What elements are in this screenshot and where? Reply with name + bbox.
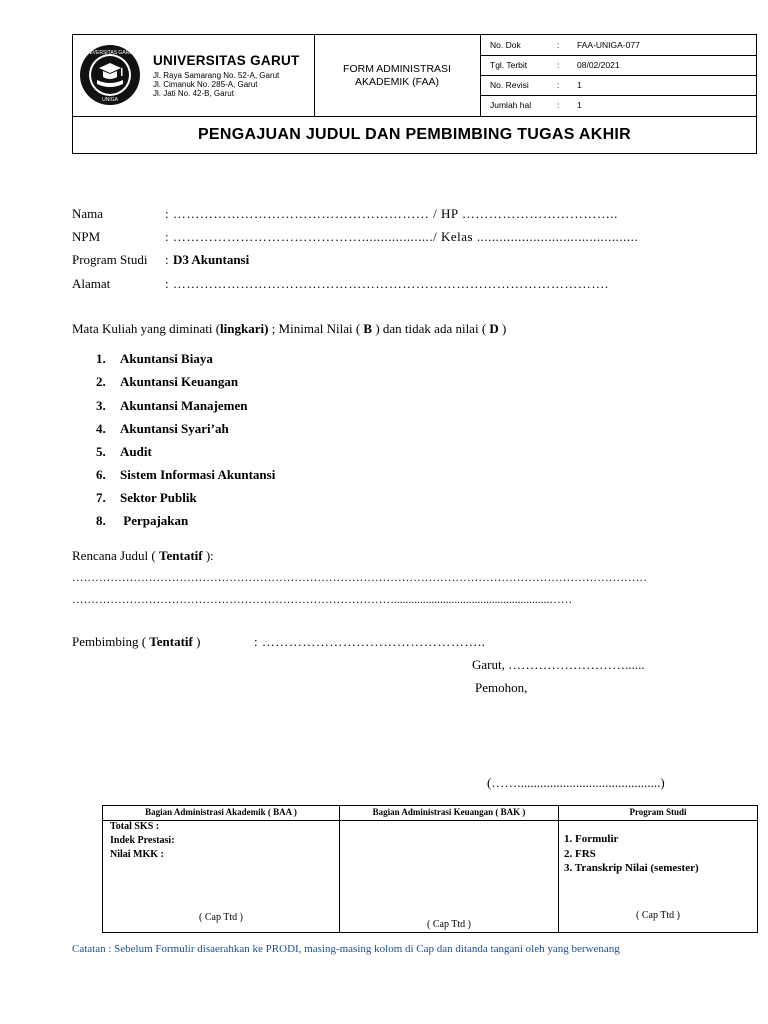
form-title-line-1: FORM ADMINISTRASI [343, 63, 451, 75]
prodi-colon: : [165, 252, 169, 267]
rencana-judul-label [72, 548, 214, 564]
courses-intro-4: ) [498, 321, 507, 336]
course-number: 2. [96, 374, 106, 389]
meta-sep: : [557, 40, 560, 50]
nama-label: Nama [72, 206, 104, 221]
alamat-label: Alamat [72, 276, 111, 291]
form-title-line-2: AKADEMIK (FAA) [354, 76, 439, 88]
rencana-label-bold: Tentatif [159, 548, 203, 563]
footnote: Catatan : Sebelum Formulir disaerahkan ke PRODI, masing-masing kolom di Cap dan ditanda tangani oleh yang berwenang [72, 943, 620, 955]
signature-name-line[interactable]: (……............................................) [487, 775, 665, 790]
courses-instruction [72, 321, 506, 337]
prodi-req-frs: 2. FRS [564, 848, 596, 860]
npm-label: NPM [72, 229, 101, 244]
pembimbing-label-2: ) [192, 634, 201, 649]
rencana-label-1: Rencana Judul ( [72, 548, 160, 563]
course-label: Audit [120, 444, 152, 459]
pembimbing-label-bold: Tentatif [149, 634, 193, 649]
document-header [72, 34, 757, 154]
courses-intro-bold-3: D [489, 321, 499, 336]
address-line-2: Jl. Cimanuk No. 285-A, Garut [153, 80, 258, 89]
meta-value: 1 [577, 80, 582, 90]
course-item[interactable] [96, 513, 188, 529]
table-header-baa: Bagian Administrasi Akademik ( BAA ) [145, 807, 297, 817]
bak-stamp-signature: ( Cap Ttd ) [427, 919, 471, 930]
rencana-label-2: ): [202, 548, 214, 563]
course-item[interactable] [96, 490, 197, 506]
pembimbing-field[interactable]: : ………………………………………….. [254, 634, 486, 649]
baa-indek-prestasi: Indek Prestasi: [110, 835, 175, 846]
course-number: 6. [96, 467, 106, 482]
address-line-3: Jl. Jati No. 42-B, Garut [153, 89, 234, 98]
course-item[interactable] [96, 467, 275, 483]
rencana-judul-line-2[interactable]: …………………………………………………………………………......................................................…… [72, 594, 573, 606]
form-title [316, 63, 478, 89]
course-item[interactable] [96, 421, 229, 437]
course-label: Perpajakan [120, 513, 189, 528]
course-number: 7. [96, 490, 106, 505]
document-title: PENGAJUAN JUDUL DAN PEMBIMBING TUGAS AKHIR [197, 126, 632, 143]
pembimbing-label-1: Pembimbing ( [72, 634, 150, 649]
course-item[interactable] [96, 351, 213, 367]
nama-field[interactable]: : ………………………………………………… / HP …………………………….. [165, 206, 618, 221]
table-header-bak: Bagian Administrasi Keuangan ( BAK ) [372, 807, 526, 817]
prodi-stamp-signature: ( Cap Ttd ) [636, 910, 680, 921]
course-label: Akuntansi Manajemen [120, 398, 248, 413]
course-label: Sistem Informasi Akuntansi [120, 467, 276, 482]
course-item[interactable] [96, 398, 248, 414]
meta-label: Jumlah hal [490, 100, 532, 110]
meta-label: No. Dok [490, 40, 521, 50]
rencana-judul-line-1[interactable]: …………………………………………………………………………………………………………………………………… [72, 572, 647, 584]
npm-field[interactable]: : …………………………………….................../ Kelas ........................................... [165, 229, 639, 244]
meta-label: Tgl. Terbit [490, 60, 528, 70]
meta-row-issue-date [482, 55, 758, 75]
baa-total-sks: Total SKS : [110, 821, 160, 832]
course-item[interactable] [96, 444, 152, 460]
meta-sep: : [557, 100, 560, 110]
courses-intro-3: ) dan tidak ada nilai ( [372, 321, 490, 336]
courses-intro-1: Mata Kuliah yang diminati ( [72, 321, 221, 336]
course-label: Akuntansi Biaya [120, 351, 213, 366]
baa-stamp-signature: ( Cap Ttd ) [199, 912, 243, 923]
meta-value: FAA-UNIGA-077 [577, 40, 640, 50]
courses-intro-bold-2: B [363, 321, 373, 336]
prodi-label: Program Studi [72, 252, 148, 267]
course-item[interactable] [96, 374, 238, 390]
meta-value: 1 [577, 100, 582, 110]
course-number: 8. [96, 513, 106, 528]
address-line-1: Jl. Raya Samarang No. 52-A, Garut [153, 71, 280, 80]
prodi-req-formulir: 1. Formulir [564, 833, 619, 845]
approval-table [102, 805, 758, 933]
course-label: Akuntansi Keuangan [120, 374, 239, 389]
pembimbing-label [72, 634, 200, 650]
university-name: UNIVERSITAS GARUT [153, 53, 300, 68]
prodi-req-transkrip: 3. Transkrip Nilai (semester) [564, 862, 699, 874]
alamat-field[interactable]: : ……………………………………………………………………………………. [165, 276, 609, 291]
course-label: Akuntansi Syari’ah [120, 421, 229, 436]
course-number: 3. [96, 398, 106, 413]
signature-place-date[interactable]: Garut, ………………………...... [472, 657, 645, 672]
prodi-value: D3 Akuntansi [173, 252, 250, 267]
meta-label: No. Revisi [490, 80, 529, 90]
signature-role: Pemohon, [475, 680, 528, 695]
courses-intro-bold-1: lingkari) [220, 321, 269, 336]
university-logo-icon [79, 44, 141, 106]
logo-text-bottom: UNIGA [102, 97, 118, 103]
course-number: 5. [96, 444, 106, 459]
baa-nilai-mkk: Nilai MKK : [110, 849, 164, 860]
meta-row-doc-number [482, 35, 758, 55]
course-label: Sektor Publik [120, 490, 197, 505]
meta-row-revision [482, 75, 758, 95]
meta-sep: : [557, 80, 560, 90]
courses-intro-2: ; Minimal Nilai ( [268, 321, 364, 336]
logo-text-top: UNIVERSITAS GARUT [84, 50, 136, 56]
table-header-prodi: Program Studi [629, 807, 687, 817]
course-number: 1. [96, 351, 106, 366]
meta-value: 08/02/2021 [577, 60, 620, 70]
meta-row-page-count [482, 95, 758, 115]
meta-sep: : [557, 60, 560, 70]
course-number: 4. [96, 421, 106, 436]
